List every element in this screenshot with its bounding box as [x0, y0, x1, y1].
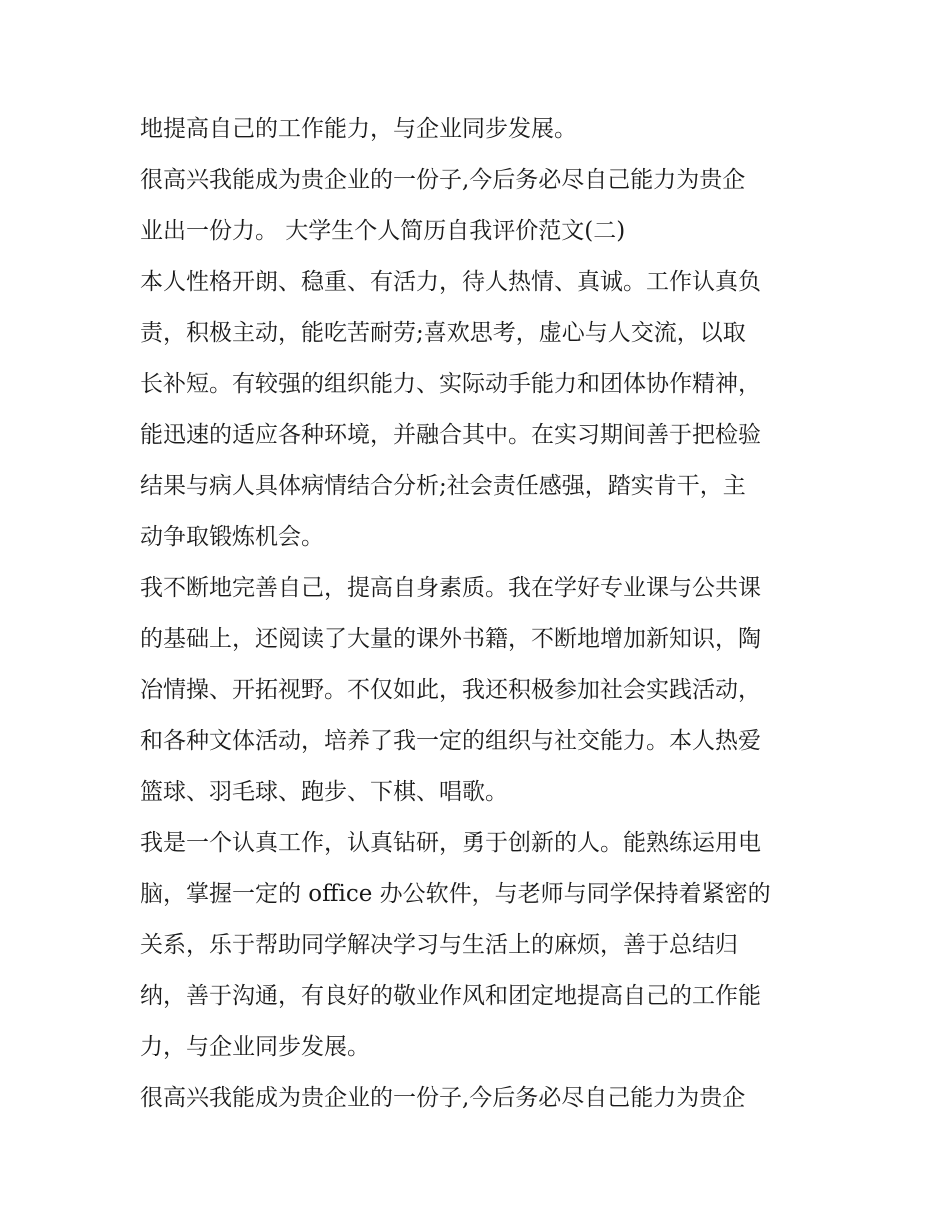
- document-body: [140, 104, 820, 1124]
- text-line: 业出一份力。 大学生个人简历自我评价范文(二): [140, 218, 626, 244]
- text-line: 冶情操、开拓视野。不仅如此，我还积极参加社会实践活动，: [140, 677, 761, 703]
- text-line: 动争取锻炼机会。: [140, 524, 324, 550]
- text-line: 我不断地完善自己，提高自身素质。我在学好专业课与公共课: [140, 575, 761, 601]
- text-line: 结果与病人具体病情结合分析;社会责任感强，踏实肯干，主: [140, 473, 746, 499]
- text-line: 我是一个认真工作，认真钻研，勇于创新的人。能熟练运用电: [140, 830, 761, 856]
- text-line: 的基础上，还阅读了大量的课外书籍，不断地增加新知识，陶: [140, 626, 761, 652]
- text-line: 纳，善于沟通，有良好的敬业作风和团定地提高自己的工作能: [140, 983, 761, 1009]
- text-line: 责，积极主动，能吃苦耐劳;喜欢思考，虚心与人交流，以取: [140, 320, 746, 346]
- text-line: 很高兴我能成为贵企业的一份子,今后务必尽自己能力为贵企: [140, 167, 746, 193]
- text-line: 和各种文体活动，培养了我一定的组织与社交能力。本人热爱: [140, 728, 761, 754]
- text-line: 脑，掌握一定的 office 办公软件，与老师与同学保持着紧密的: [140, 881, 771, 907]
- text-line: 地提高自己的工作能力，与企业同步发展。: [140, 116, 577, 142]
- text-line: 长补短。有较强的组织能力、实际动手能力和团体协作精神，: [140, 371, 761, 397]
- text-line: 关系，乐于帮助同学解决学习与生活上的麻烦，善于总结归: [140, 932, 738, 958]
- text-line: 本人性格开朗、稳重、有活力，待人热情、真诚。工作认真负: [140, 269, 761, 295]
- text-line: 能迅速的适应各种环境，并融合其中。在实习期间善于把检验: [140, 422, 761, 448]
- text-line: 篮球、羽毛球、跑步、下棋、唱歌。: [140, 779, 508, 805]
- text-line: 很高兴我能成为贵企业的一份子,今后务必尽自己能力为贵企: [140, 1085, 746, 1111]
- text-line: 力，与企业同步发展。: [140, 1034, 370, 1060]
